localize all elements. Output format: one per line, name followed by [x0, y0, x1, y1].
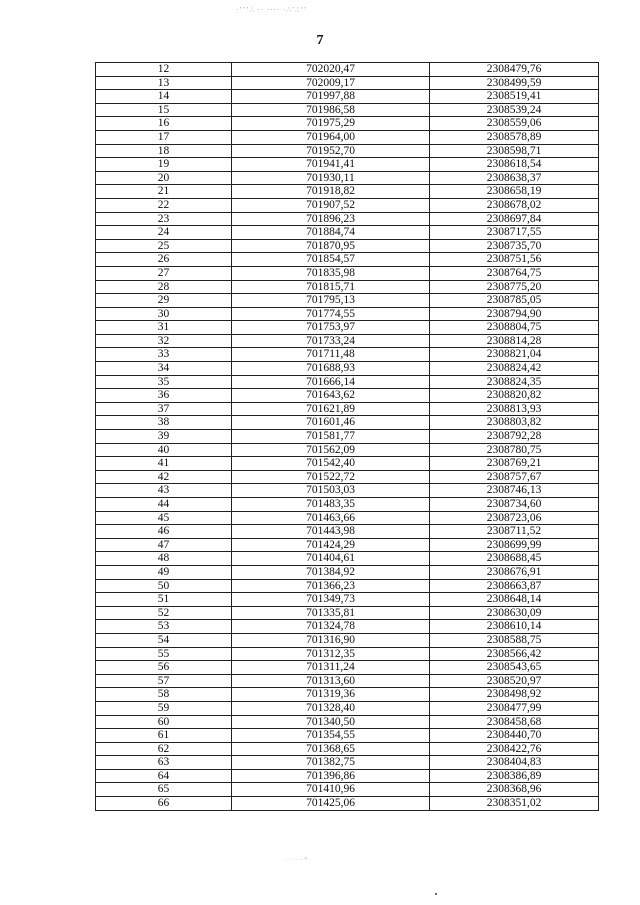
- y-coordinate-cell: 2308598,71: [430, 144, 599, 158]
- x-coordinate-cell: 701542,40: [232, 457, 430, 471]
- y-coordinate-cell: 2308764,75: [430, 266, 599, 280]
- point-number-cell: 25: [96, 239, 232, 253]
- table-row: [96, 212, 599, 226]
- point-number-cell: 56: [96, 661, 232, 675]
- x-coordinate-cell: 701884,74: [232, 226, 430, 240]
- table-row: [96, 348, 599, 362]
- x-coordinate-cell: 701581,77: [232, 430, 430, 444]
- y-coordinate-cell: 2308630,09: [430, 606, 599, 620]
- y-coordinate-cell: 2308588,75: [430, 633, 599, 647]
- footer-dot: [435, 893, 437, 895]
- header-stamp: ·ʼʼʼ∴ ·· ···· ·∴ʼ∴ʼʼ: [236, 6, 308, 14]
- y-coordinate-cell: 2308717,55: [430, 226, 599, 240]
- table-row: [96, 266, 599, 280]
- y-coordinate-cell: 2308699,99: [430, 538, 599, 552]
- x-coordinate-cell: 701975,29: [232, 117, 430, 131]
- x-coordinate-cell: 701324,78: [232, 620, 430, 634]
- x-coordinate-cell: 701396,86: [232, 769, 430, 783]
- y-coordinate-cell: 2308578,89: [430, 130, 599, 144]
- table-row: [96, 674, 599, 688]
- table-row: [96, 416, 599, 430]
- point-number-cell: 17: [96, 130, 232, 144]
- y-coordinate-cell: 2308824,35: [430, 375, 599, 389]
- table-row: [96, 498, 599, 512]
- table-row: [96, 606, 599, 620]
- point-number-cell: 32: [96, 334, 232, 348]
- point-number-cell: 44: [96, 498, 232, 512]
- table-row: [96, 742, 599, 756]
- point-number-cell: 37: [96, 402, 232, 416]
- x-coordinate-cell: 701774,55: [232, 307, 430, 321]
- table-row: [96, 321, 599, 335]
- y-coordinate-cell: 2308794,90: [430, 307, 599, 321]
- y-coordinate-cell: 2308386,89: [430, 769, 599, 783]
- table-row: [96, 633, 599, 647]
- table-row: [96, 579, 599, 593]
- x-coordinate-cell: 701424,29: [232, 538, 430, 552]
- point-number-cell: 30: [96, 307, 232, 321]
- y-coordinate-cell: 2308757,67: [430, 470, 599, 484]
- y-coordinate-cell: 2308723,06: [430, 511, 599, 525]
- x-coordinate-cell: 701854,57: [232, 253, 430, 267]
- point-number-cell: 42: [96, 470, 232, 484]
- point-number-cell: 54: [96, 633, 232, 647]
- table-row: [96, 701, 599, 715]
- y-coordinate-cell: 2308711,52: [430, 525, 599, 539]
- point-number-cell: 57: [96, 674, 232, 688]
- point-number-cell: 46: [96, 525, 232, 539]
- y-coordinate-cell: 2308813,93: [430, 402, 599, 416]
- table-row: [96, 130, 599, 144]
- x-coordinate-cell: 701918,82: [232, 185, 430, 199]
- y-coordinate-cell: 2308539,24: [430, 103, 599, 117]
- x-coordinate-cell: 701795,13: [232, 294, 430, 308]
- x-coordinate-cell: 701952,70: [232, 144, 430, 158]
- y-coordinate-cell: 2308351,02: [430, 797, 599, 811]
- table-row: [96, 470, 599, 484]
- point-number-cell: 29: [96, 294, 232, 308]
- point-number-cell: 22: [96, 198, 232, 212]
- y-coordinate-cell: 2308678,02: [430, 198, 599, 212]
- table-row: [96, 76, 599, 90]
- point-number-cell: 58: [96, 688, 232, 702]
- x-coordinate-cell: 701404,61: [232, 552, 430, 566]
- table-row: [96, 103, 599, 117]
- table-row: [96, 253, 599, 267]
- point-number-cell: 55: [96, 647, 232, 661]
- point-number-cell: 13: [96, 76, 232, 90]
- x-coordinate-cell: 701688,93: [232, 362, 430, 376]
- table-row: [96, 90, 599, 104]
- y-coordinate-cell: 2308648,14: [430, 593, 599, 607]
- point-number-cell: 59: [96, 701, 232, 715]
- point-number-cell: 23: [96, 212, 232, 226]
- y-coordinate-cell: 2308804,75: [430, 321, 599, 335]
- point-number-cell: 64: [96, 769, 232, 783]
- table-row: [96, 457, 599, 471]
- x-coordinate-cell: 701666,14: [232, 375, 430, 389]
- table-row: [96, 769, 599, 783]
- table-row: [96, 307, 599, 321]
- point-number-cell: 12: [96, 63, 232, 77]
- x-coordinate-cell: 701997,88: [232, 90, 430, 104]
- point-number-cell: 21: [96, 185, 232, 199]
- table-row: [96, 552, 599, 566]
- table-row: [96, 511, 599, 525]
- x-coordinate-cell: 701601,46: [232, 416, 430, 430]
- table-row: [96, 538, 599, 552]
- table-row: [96, 443, 599, 457]
- page-number: 7: [316, 33, 324, 48]
- point-number-cell: 27: [96, 266, 232, 280]
- table-row: [96, 688, 599, 702]
- table-row: [96, 63, 599, 77]
- x-coordinate-cell: 701340,50: [232, 715, 430, 729]
- y-coordinate-cell: 2308775,20: [430, 280, 599, 294]
- point-number-cell: 19: [96, 158, 232, 172]
- point-number-cell: 62: [96, 742, 232, 756]
- x-coordinate-cell: 701483,35: [232, 498, 430, 512]
- point-number-cell: 50: [96, 579, 232, 593]
- table-row: [96, 362, 599, 376]
- point-number-cell: 24: [96, 226, 232, 240]
- point-number-cell: 48: [96, 552, 232, 566]
- x-coordinate-cell: 701443,98: [232, 525, 430, 539]
- table-row: [96, 117, 599, 131]
- x-coordinate-cell: 701643,62: [232, 389, 430, 403]
- point-number-cell: 53: [96, 620, 232, 634]
- y-coordinate-cell: 2308780,75: [430, 443, 599, 457]
- point-number-cell: 51: [96, 593, 232, 607]
- table-row: [96, 198, 599, 212]
- y-coordinate-cell: 2308751,56: [430, 253, 599, 267]
- y-coordinate-cell: 2308458,68: [430, 715, 599, 729]
- x-coordinate-cell: 701384,92: [232, 565, 430, 579]
- point-number-cell: 31: [96, 321, 232, 335]
- x-coordinate-cell: 701835,98: [232, 266, 430, 280]
- table-row: [96, 226, 599, 240]
- y-coordinate-cell: 2308676,91: [430, 565, 599, 579]
- point-number-cell: 43: [96, 484, 232, 498]
- y-coordinate-cell: 2308820,82: [430, 389, 599, 403]
- x-coordinate-cell: 701368,65: [232, 742, 430, 756]
- table-row: [96, 334, 599, 348]
- table-row: [96, 797, 599, 811]
- table-row: [96, 783, 599, 797]
- x-coordinate-cell: 701621,89: [232, 402, 430, 416]
- y-coordinate-cell: 2308618,54: [430, 158, 599, 172]
- y-coordinate-cell: 2308422,76: [430, 742, 599, 756]
- x-coordinate-cell: 701425,06: [232, 797, 430, 811]
- x-coordinate-cell: 701335,81: [232, 606, 430, 620]
- table-row: [96, 661, 599, 675]
- y-coordinate-cell: 2308769,21: [430, 457, 599, 471]
- x-coordinate-cell: 701930,11: [232, 171, 430, 185]
- x-coordinate-cell: 701382,75: [232, 756, 430, 770]
- table-row: [96, 389, 599, 403]
- table-row: [96, 593, 599, 607]
- point-number-cell: 63: [96, 756, 232, 770]
- point-number-cell: 60: [96, 715, 232, 729]
- y-coordinate-cell: 2308697,84: [430, 212, 599, 226]
- table-row: [96, 647, 599, 661]
- x-coordinate-cell: 701986,58: [232, 103, 430, 117]
- x-coordinate-cell: 701349,73: [232, 593, 430, 607]
- y-coordinate-cell: 2308543,65: [430, 661, 599, 675]
- table-row: [96, 239, 599, 253]
- point-number-cell: 34: [96, 362, 232, 376]
- y-coordinate-cell: 2308792,28: [430, 430, 599, 444]
- table-row: [96, 158, 599, 172]
- point-number-cell: 66: [96, 797, 232, 811]
- footer-marks: · · · · ·· ʰʳ: [285, 857, 308, 863]
- y-coordinate-cell: 2308821,04: [430, 348, 599, 362]
- point-number-cell: 15: [96, 103, 232, 117]
- y-coordinate-cell: 2308498,92: [430, 688, 599, 702]
- x-coordinate-cell: 701328,40: [232, 701, 430, 715]
- x-coordinate-cell: 701316,90: [232, 633, 430, 647]
- x-coordinate-cell: 701733,24: [232, 334, 430, 348]
- coordinates-table-body: [96, 63, 599, 811]
- x-coordinate-cell: 701711,48: [232, 348, 430, 362]
- x-coordinate-cell: 701366,23: [232, 579, 430, 593]
- x-coordinate-cell: 701896,23: [232, 212, 430, 226]
- y-coordinate-cell: 2308814,28: [430, 334, 599, 348]
- y-coordinate-cell: 2308566,42: [430, 647, 599, 661]
- y-coordinate-cell: 2308477,99: [430, 701, 599, 715]
- table-row: [96, 565, 599, 579]
- x-coordinate-cell: 701562,09: [232, 443, 430, 457]
- point-number-cell: 41: [96, 457, 232, 471]
- point-number-cell: 47: [96, 538, 232, 552]
- y-coordinate-cell: 2308746,13: [430, 484, 599, 498]
- table-row: [96, 402, 599, 416]
- y-coordinate-cell: 2308824,42: [430, 362, 599, 376]
- y-coordinate-cell: 2308663,87: [430, 579, 599, 593]
- x-coordinate-cell: 701964,00: [232, 130, 430, 144]
- y-coordinate-cell: 2308734,60: [430, 498, 599, 512]
- y-coordinate-cell: 2308688,45: [430, 552, 599, 566]
- table-row: [96, 620, 599, 634]
- table-row: [96, 715, 599, 729]
- coordinates-table: [95, 62, 599, 811]
- point-number-cell: 35: [96, 375, 232, 389]
- y-coordinate-cell: 2308404,83: [430, 756, 599, 770]
- x-coordinate-cell: 701907,52: [232, 198, 430, 212]
- table-row: [96, 756, 599, 770]
- x-coordinate-cell: 701313,60: [232, 674, 430, 688]
- x-coordinate-cell: 701319,36: [232, 688, 430, 702]
- y-coordinate-cell: 2308638,37: [430, 171, 599, 185]
- table-row: [96, 525, 599, 539]
- table-row: [96, 294, 599, 308]
- point-number-cell: 39: [96, 430, 232, 444]
- table-row: [96, 185, 599, 199]
- point-number-cell: 61: [96, 729, 232, 743]
- x-coordinate-cell: 701815,71: [232, 280, 430, 294]
- y-coordinate-cell: 2308785,05: [430, 294, 599, 308]
- point-number-cell: 65: [96, 783, 232, 797]
- x-coordinate-cell: 701522,72: [232, 470, 430, 484]
- y-coordinate-cell: 2308479,76: [430, 63, 599, 77]
- point-number-cell: 49: [96, 565, 232, 579]
- point-number-cell: 40: [96, 443, 232, 457]
- table-row: [96, 171, 599, 185]
- point-number-cell: 38: [96, 416, 232, 430]
- x-coordinate-cell: 701463,66: [232, 511, 430, 525]
- y-coordinate-cell: 2308658,19: [430, 185, 599, 199]
- y-coordinate-cell: 2308735,70: [430, 239, 599, 253]
- y-coordinate-cell: 2308499,59: [430, 76, 599, 90]
- table-row: [96, 280, 599, 294]
- table-row: [96, 729, 599, 743]
- point-number-cell: 33: [96, 348, 232, 362]
- y-coordinate-cell: 2308440,70: [430, 729, 599, 743]
- table-row: [96, 484, 599, 498]
- point-number-cell: 20: [96, 171, 232, 185]
- y-coordinate-cell: 2308559,06: [430, 117, 599, 131]
- x-coordinate-cell: 701311,24: [232, 661, 430, 675]
- y-coordinate-cell: 2308520,97: [430, 674, 599, 688]
- x-coordinate-cell: 701503,03: [232, 484, 430, 498]
- point-number-cell: 16: [96, 117, 232, 131]
- x-coordinate-cell: 701941,41: [232, 158, 430, 172]
- point-number-cell: 14: [96, 90, 232, 104]
- x-coordinate-cell: 701312,35: [232, 647, 430, 661]
- x-coordinate-cell: 701870,95: [232, 239, 430, 253]
- point-number-cell: 28: [96, 280, 232, 294]
- table-row: [96, 144, 599, 158]
- y-coordinate-cell: 2308610,14: [430, 620, 599, 634]
- point-number-cell: 52: [96, 606, 232, 620]
- point-number-cell: 26: [96, 253, 232, 267]
- y-coordinate-cell: 2308519,41: [430, 90, 599, 104]
- x-coordinate-cell: 701354,55: [232, 729, 430, 743]
- table-row: [96, 430, 599, 444]
- x-coordinate-cell: 702009,17: [232, 76, 430, 90]
- point-number-cell: 18: [96, 144, 232, 158]
- x-coordinate-cell: 702020,47: [232, 63, 430, 77]
- point-number-cell: 36: [96, 389, 232, 403]
- y-coordinate-cell: 2308803,82: [430, 416, 599, 430]
- y-coordinate-cell: 2308368,96: [430, 783, 599, 797]
- x-coordinate-cell: 701753,97: [232, 321, 430, 335]
- table-row: [96, 375, 599, 389]
- x-coordinate-cell: 701410,96: [232, 783, 430, 797]
- point-number-cell: 45: [96, 511, 232, 525]
